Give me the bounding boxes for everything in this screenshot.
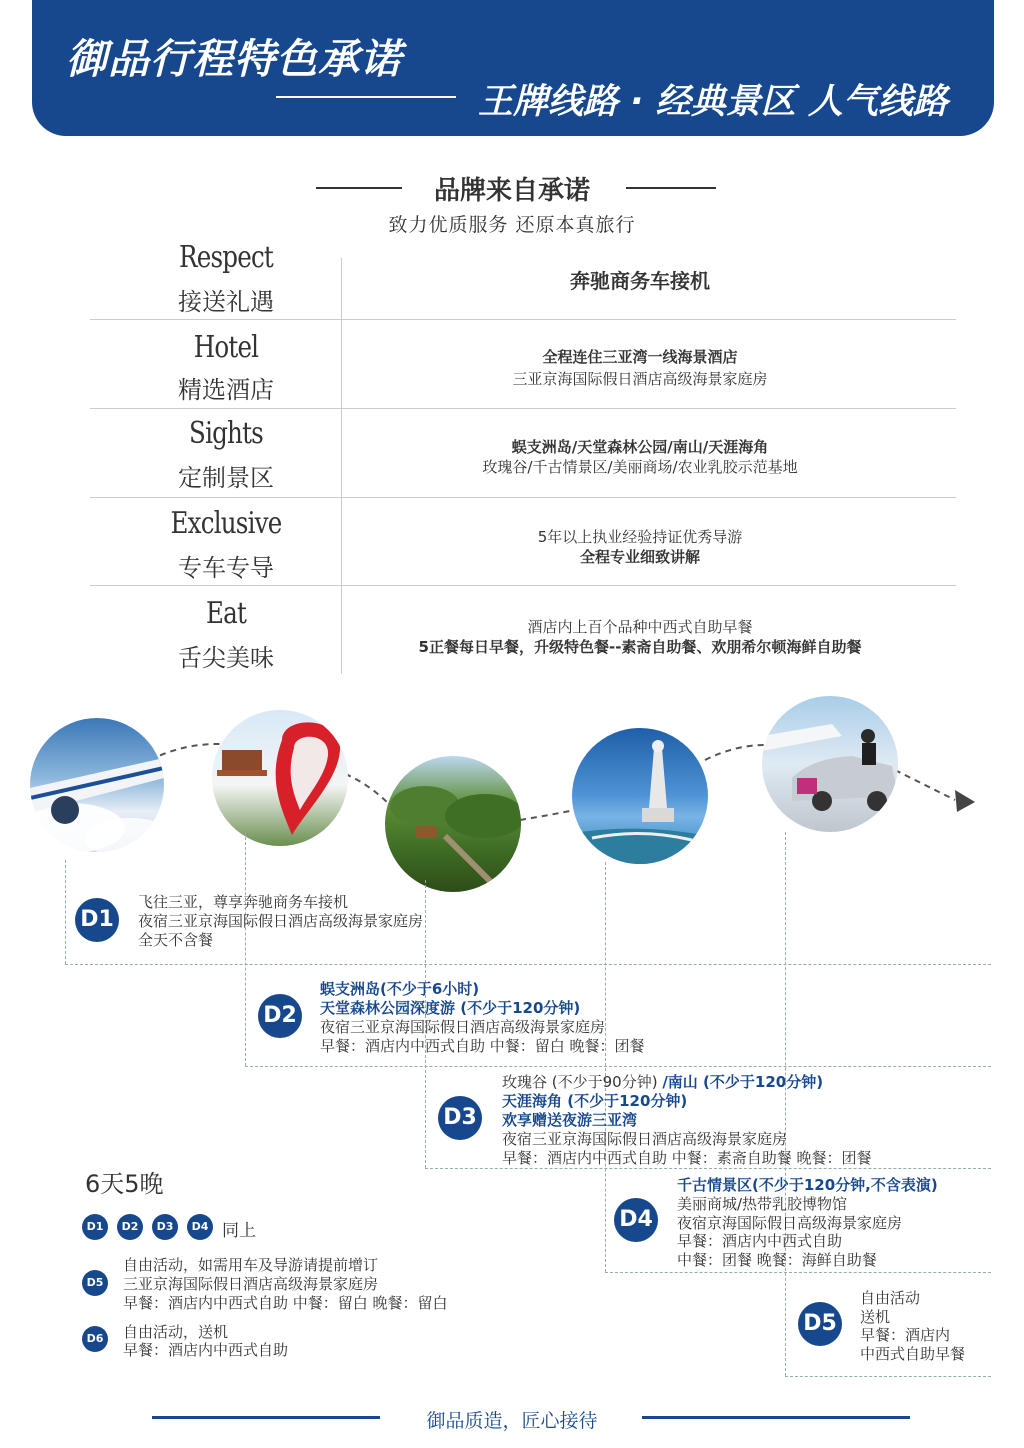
d4-line: 夜宿京海国际假日高级海景家庭房	[677, 1214, 903, 1232]
car-airport-photo	[762, 696, 898, 832]
promise-detail: 酒店内上百个品种中西式自助早餐	[527, 618, 753, 636]
row-divider	[90, 585, 956, 586]
footer-right-line	[642, 1416, 910, 1419]
footer-slogan: 御品质造，匠心接待	[426, 1410, 598, 1432]
alt-d6-line: 自由活动，送机	[123, 1323, 229, 1341]
row-divider	[90, 408, 956, 409]
alt-d5-line: 早餐：酒店内中西式自助 中餐：留白 晚餐：留白	[123, 1294, 448, 1312]
timeline-d5-hline	[785, 1376, 991, 1377]
d5-line: 中西式自助早餐	[860, 1345, 966, 1363]
promise-cn-transfer: 接送礼遇	[178, 288, 274, 316]
header-divider	[276, 96, 456, 98]
alt-itinerary-title: 6天5晚	[85, 1170, 164, 1198]
d3-line	[502, 1073, 823, 1091]
car-icon	[762, 696, 898, 832]
alt-day-badge: D2	[117, 1214, 143, 1240]
promise-cn-hotel: 精选酒店	[178, 376, 274, 404]
d2-line: 早餐：酒店内中西式自助 中餐：留白 晚餐：团餐	[320, 1037, 645, 1055]
timeline-d2-hline	[245, 1066, 991, 1067]
day-badge-d1: D1	[75, 898, 119, 942]
brand-subtitle: 致力优质服务 还原本真旅行	[388, 214, 636, 236]
promise-detail: 玫瑰谷/千古情景区/美丽商场/农业乳胶示范基地	[482, 458, 798, 476]
promise-en-exclusive: Exclusive	[170, 506, 282, 541]
day-badge-d2: D2	[258, 994, 302, 1038]
d3-line: 天涯海角 (不少于120分钟)	[502, 1092, 688, 1110]
statue-icon	[572, 728, 708, 864]
d4-line: 美丽商城/热带乳胶博物馆	[677, 1195, 848, 1213]
forest-icon	[385, 756, 521, 892]
promise-detail: 全程专业细致讲解	[579, 548, 700, 566]
d3-line-part: 玫瑰谷 (不少于90分钟)	[502, 1073, 663, 1091]
d1-line: 夜宿三亚京海国际假日酒店高级海景家庭房	[138, 912, 424, 930]
d3-line: 欢享赠送夜游三亚湾	[502, 1111, 638, 1129]
timeline-d5-vline	[785, 832, 786, 1376]
header-subtitle: 王牌线路 · 经典景区 人气线路	[478, 82, 948, 122]
timeline-d2-vline	[245, 832, 246, 1066]
d3-line: 夜宿三亚京海国际假日酒店高级海景家庭房	[502, 1130, 788, 1148]
promise-en-hotel: Hotel	[193, 330, 259, 365]
alt-d5-line: 自由活动，如需用车及导游请提前增订	[123, 1256, 379, 1274]
airplane-clouds-photo	[30, 718, 164, 852]
alt-day-badge-d5: D5	[82, 1270, 108, 1296]
row-divider	[90, 497, 956, 498]
promise-cn-guide: 专车专导	[178, 554, 274, 582]
promise-cn-food: 舌尖美味	[178, 644, 274, 672]
alt-same-text: 同上	[222, 1221, 256, 1241]
alt-day-badge: D3	[152, 1214, 178, 1240]
d5-line: 自由活动	[860, 1289, 921, 1307]
wuzhizhou-heart-sign-photo	[212, 710, 348, 846]
promise-detail: 奔驰商务车接机	[570, 269, 710, 293]
airplane-icon	[30, 718, 164, 852]
promise-en-eat: Eat	[205, 596, 247, 631]
row-divider	[90, 319, 956, 320]
day-badge-d5: D5	[798, 1302, 842, 1346]
alt-day-badge: D4	[187, 1214, 213, 1240]
brand-title-right-line	[626, 187, 716, 189]
d5-line: 送机	[860, 1308, 891, 1326]
d2-line: 夜宿三亚京海国际假日酒店高级海景家庭房	[320, 1018, 606, 1036]
d2-line: 蜈支洲岛(不少于6小时)	[320, 980, 480, 998]
promise-detail: 5年以上执业经验持证优秀导游	[537, 528, 743, 546]
d5-line: 早餐：酒店内	[860, 1326, 951, 1344]
promise-detail: 5正餐每日早餐，升级特色餐--素斋自助餐、欢朋希尔顿海鲜自助餐	[418, 638, 862, 656]
heart-sign-icon	[212, 710, 348, 846]
timeline-d4-vline	[605, 862, 606, 1272]
d1-line: 飞往三亚，尊享奔驰商务车接机	[138, 893, 349, 911]
timeline-d1-vline	[65, 860, 66, 964]
timeline-d1-hline	[65, 964, 991, 965]
d2-line: 天堂森林公园深度游 (不少于120分钟)	[320, 999, 581, 1017]
day-badge-d3: D3	[438, 1096, 482, 1140]
tropical-forest-photo	[385, 756, 521, 892]
d4-line: 千古情景区(不少于120分钟,不含表演)	[677, 1176, 938, 1194]
promise-detail: 三亚京海国际假日酒店高级海景家庭房	[512, 370, 768, 388]
d4-line: 早餐：酒店内中西式自助	[677, 1232, 843, 1250]
brand-title: 品牌来自承诺	[433, 176, 590, 206]
timeline-d4-hline	[605, 1272, 991, 1273]
alt-d6-line: 早餐：酒店内中西式自助	[123, 1341, 289, 1359]
promise-en-respect: Respect	[179, 240, 273, 275]
promise-en-sights: Sights	[189, 416, 263, 451]
d3-line-part: /南山 (不少于120分钟)	[662, 1073, 824, 1091]
day-badge-d4: D4	[614, 1198, 658, 1242]
d3-line: 早餐：酒店内中西式自助 中餐：素斋自助餐 晚餐：团餐	[502, 1149, 872, 1167]
alt-day-badge: D1	[82, 1214, 108, 1240]
header-title: 御品行程特色承诺	[66, 35, 402, 83]
d1-line: 全天不含餐	[138, 931, 214, 949]
promise-detail: 蜈支洲岛/天堂森林公园/南山/天涯海角	[511, 438, 769, 456]
alt-d5-line: 三亚京海国际假日酒店高级海景家庭房	[123, 1275, 379, 1293]
nanshan-guanyin-statue-photo	[572, 728, 708, 864]
promise-cn-sights: 定制景区	[178, 464, 274, 492]
timeline-d3-hline	[425, 1168, 991, 1169]
promise-detail: 全程连住三亚湾一线海景酒店	[542, 348, 738, 366]
alt-day-badge-d6: D6	[82, 1326, 108, 1352]
d4-line: 中餐：团餐 晚餐：海鲜自助餐	[677, 1251, 877, 1269]
